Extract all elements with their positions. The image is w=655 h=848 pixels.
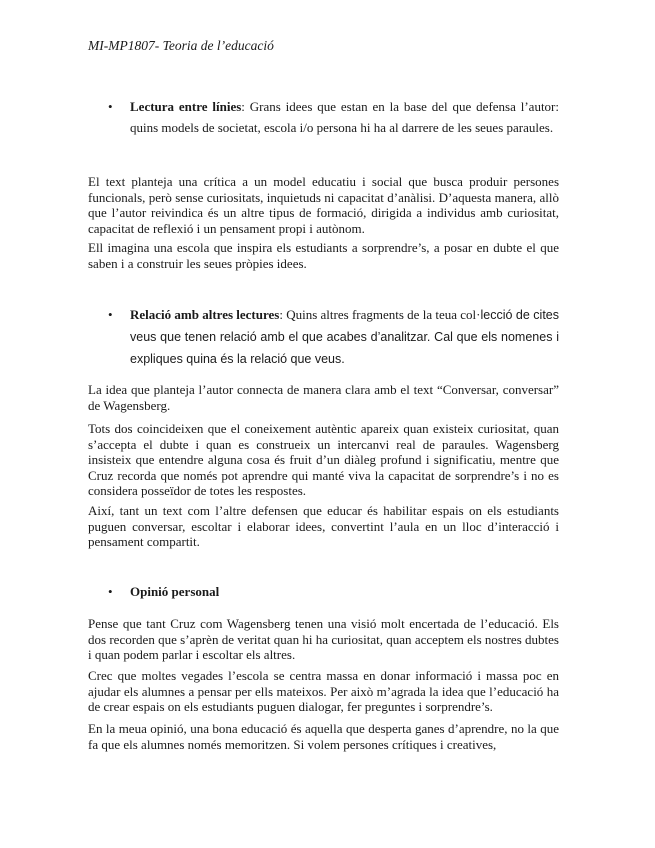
section-prompt: : Quins altres fragments de la teua col· [279, 307, 481, 322]
paragraph: Tots dos coincideixen que el coneixement autèntic apareix quan existeix curiositat, quan s’accepta el dubte i quan es construeix un intercanvi real de paraules. Wagensberg insisteix que entendre alguna cosa és fruit d’un diàleg profund i significatiu, mentre que Cruz recorda que només pot aprendre qui manté viva la capacitat de sorprendre’s i no es considera posseïdor de totes les respostes. [88, 421, 559, 498]
paragraph: Ell imagina una escola que inspira els estudiants a sorprendre’s, a posar en dubte el que saben i a construir les seues pròpies idees. [88, 240, 559, 271]
section-bullet-opinio [108, 581, 559, 602]
bullet-icon: • [108, 584, 113, 599]
section-prompt: : Grans idees que estan en la base del que defensa l’autor: quins models de societat, escola i/o persona hi ha al darrere de les seues paraules. [130, 99, 559, 135]
paragraph: Crec que moltes vegades l’escola se centra massa en donar informació i massa poc en ajudar els alumnes a pensar per ells mateixos. Per això m’agrada la idea que l’educació ha de crear espais on els estudiants puguen dialogar, fer preguntes i sorprendre’s. [88, 668, 559, 714]
paragraph: La idea que planteja l’autor connecta de manera clara amb el text “Conversar, conversar” de Wagensberg. [88, 382, 559, 413]
paragraph: El text planteja una crítica a un model educatiu i social que busca produir persones funcionals, però sense curiositats, inquietuds ni capacitat d’anàlisi. D’aquesta manera, allò que l’autor reivindica és un altre tipus de formació, dirigida a individus amb curiositat, capacitat de reflexió i un pensament propi i autònom. [88, 174, 559, 236]
section-prompt-continued: lecció de cites veus que tenen relació amb el que acabes d’analitzar. Cal que els nomenes i expliques quina és la relació que veus. [130, 308, 559, 366]
section-heading: Relació amb altres lectures [130, 307, 280, 322]
paragraph: Pense que tant Cruz com Wagensberg tenen una visió molt encertada de l’educació. Els dos recorden que s’aprèn de veritat quan hi ha curiositat, quan acceptem els nostres dubtes i quan podem parlar i escoltar els altres. [88, 616, 559, 662]
paragraph: En la meua opinió, una bona educació és aquella que desperta ganes d’aprendre, no la que fa que els alumnes només memoritzen. Si volem persones crítiques i creatives, [88, 721, 559, 752]
section-heading: Opinió personal [130, 584, 220, 599]
bullet-icon: • [108, 99, 113, 114]
section-heading: Lectura entre línies [130, 99, 242, 114]
page-header: MI-MP1807- Teoria de l’educació [88, 38, 274, 53]
section-bullet-relacio [108, 304, 559, 370]
section-bullet-lectura [108, 96, 559, 138]
bullet-icon: • [108, 307, 113, 322]
paragraph: Així, tant un text com l’altre defensen que educar és habilitar espais on els estudiants puguen conversar, escoltar i elaborar idees, convertint l’aula en un lloc d’interacció i pensament compartit. [88, 503, 559, 549]
